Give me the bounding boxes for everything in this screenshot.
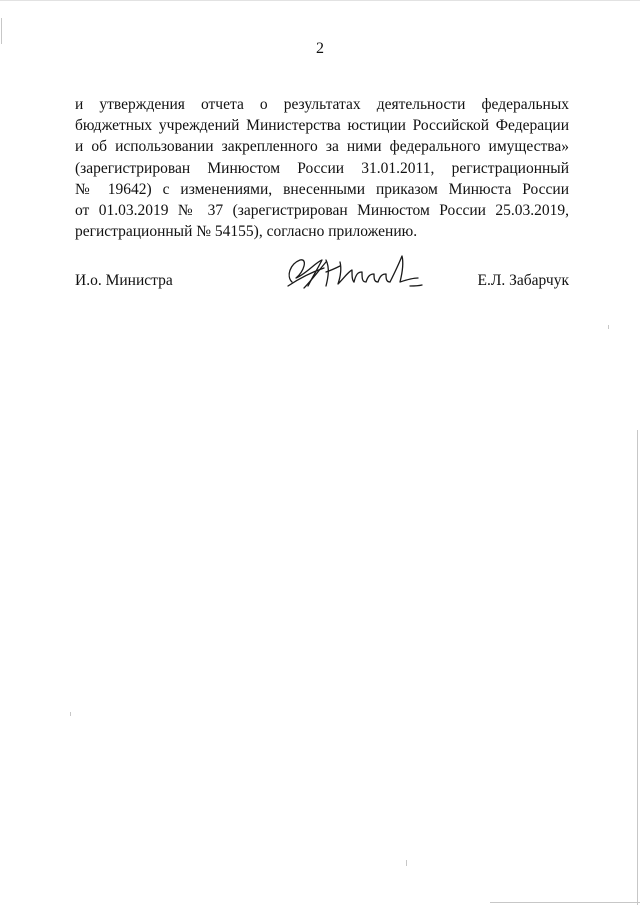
signer-role: И.о. Министра [75,272,173,289]
body-line: и об использовании закрепленного за ними федерального имущества» [75,138,569,156]
scan-dust-speck [406,860,407,866]
scan-edge-mark [1,18,2,44]
scan-edge-mark [637,430,638,905]
body-line: бюджетных учреждений Министерства юстиции Российской Федерации [75,117,569,135]
signer-name: Е.Л. Забарчук [477,272,569,289]
body-paragraph [75,94,569,242]
body-line: от 01.03.2019 № 37 (зарегистрирован Минюстом России 25.03.2019, [75,202,569,220]
scan-edge-mark [0,0,640,1]
scan-edge-mark [490,902,640,903]
scan-dust-speck [608,325,609,329]
scan-dust-speck [70,712,71,716]
body-line-last: регистрационный № 54155), согласно приложению. [75,223,418,241]
page-number: 2 [316,40,324,57]
handwritten-signature [282,248,432,298]
body-line: и утверждения отчета о результатах деятельности федеральных [75,96,569,113]
body-line: № 19642) с изменениями, внесенными приказом Минюста России [75,180,569,198]
body-line: (зарегистрирован Минюстом России 31.01.2011, регистрационный [75,159,569,177]
